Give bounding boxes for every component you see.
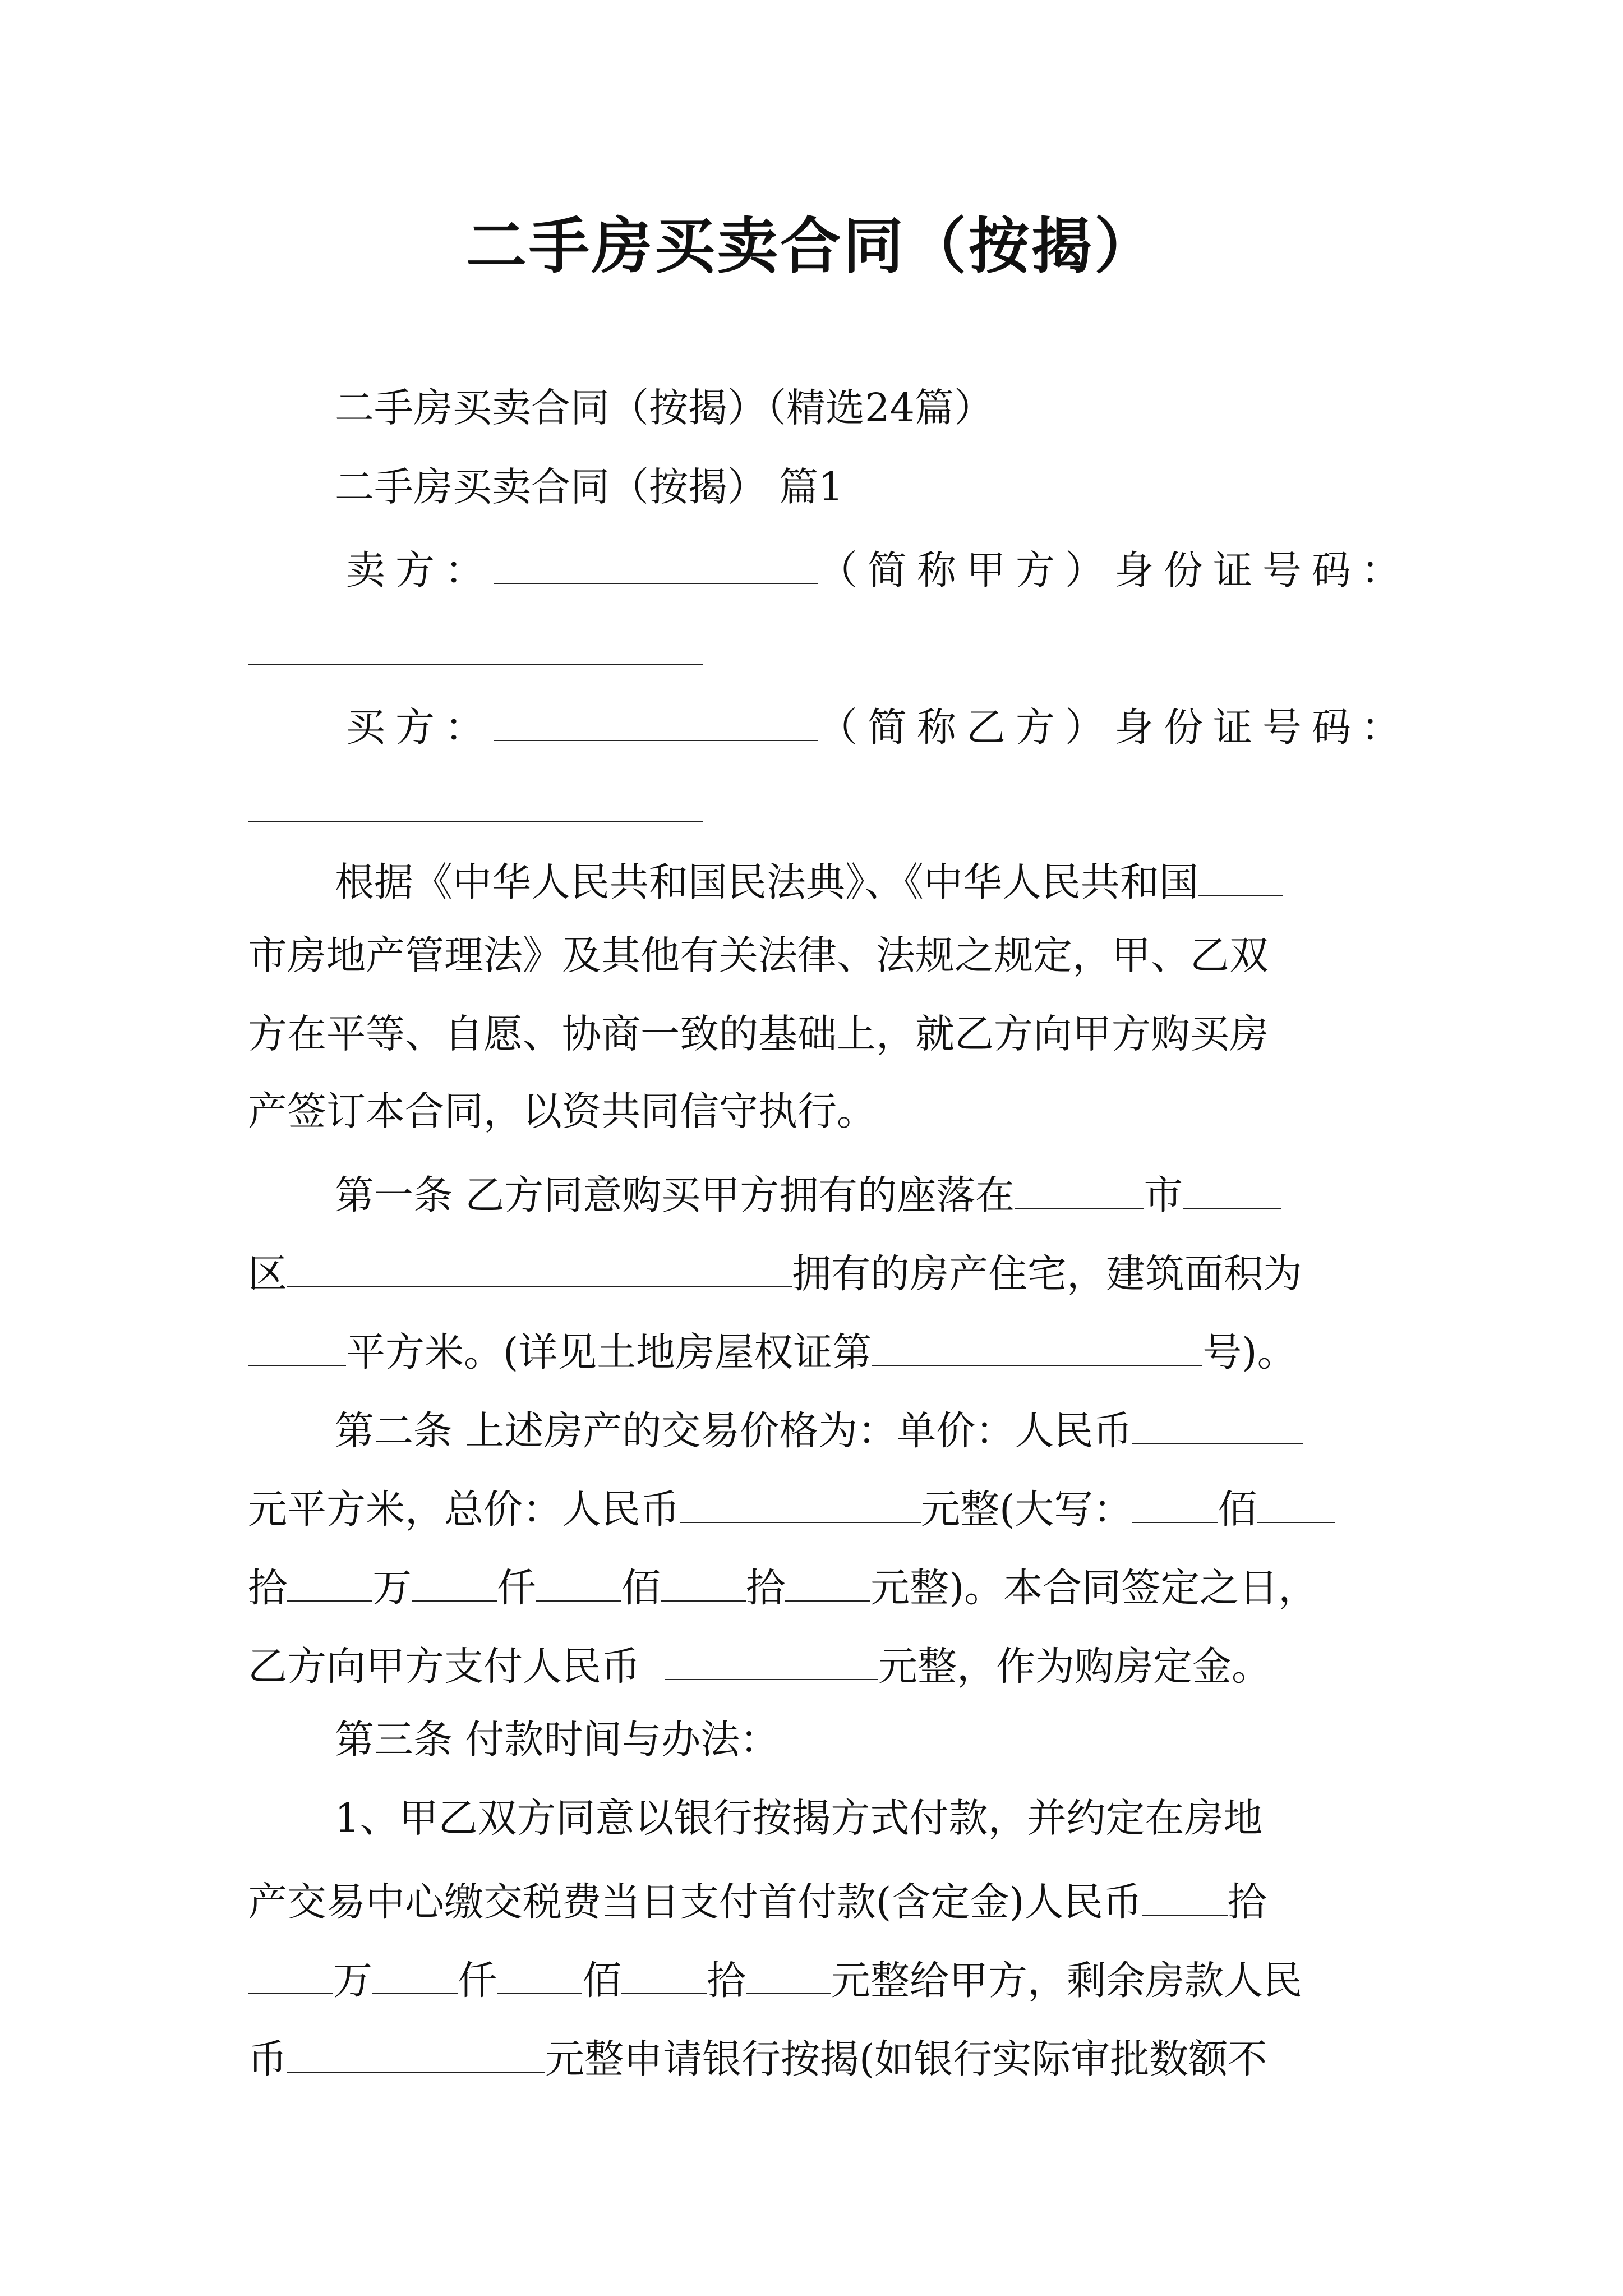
seller-label: 卖方： bbox=[346, 547, 494, 593]
art2-line-1 bbox=[335, 1406, 1303, 1454]
art3-loan-blank bbox=[287, 2034, 545, 2073]
art3-bai: 佰 bbox=[582, 1957, 621, 2004]
art3-text-2: 产交易中心缴交税费当日支付首付款(含定金)人民币 bbox=[248, 1879, 1142, 1925]
buyer-line bbox=[346, 702, 1410, 751]
art3-shiwan-blank bbox=[1142, 1877, 1228, 1916]
seller-line bbox=[346, 545, 1410, 593]
art2-shi2-blank bbox=[661, 1563, 746, 1602]
city-blank bbox=[1198, 857, 1283, 896]
art2-text-4b: 元整，作为购房定金。 bbox=[878, 1643, 1271, 1690]
art3-text-3: 元整给甲方，剩余房款人民 bbox=[831, 1957, 1302, 2004]
art3-shi-2: 拾 bbox=[707, 1957, 746, 2004]
buyer-name-blank bbox=[494, 702, 818, 741]
art2-bai-2: 佰 bbox=[621, 1565, 661, 1611]
art2-yuan-blank bbox=[785, 1563, 870, 1602]
art2-text-2a: 元平方米，总价：人民币 bbox=[248, 1486, 680, 1533]
art2-wan: 万 bbox=[372, 1565, 412, 1611]
art1-area-blank bbox=[248, 1327, 346, 1366]
preamble-text-1: 根据《中华人民共和国民法典》、《中华人民共和国 bbox=[335, 859, 1198, 905]
art2-qian-blank bbox=[412, 1563, 497, 1602]
art1-cert-blank bbox=[872, 1327, 1202, 1366]
art2-line-2 bbox=[248, 1484, 1335, 1533]
art2-shi-2: 拾 bbox=[746, 1565, 785, 1611]
art2-shi: 拾 bbox=[248, 1565, 287, 1611]
art2-line-3 bbox=[248, 1563, 1318, 1611]
art1-line-2 bbox=[248, 1249, 1302, 1297]
preamble-line-1 bbox=[335, 857, 1283, 905]
preamble-line-2: 市房地产管理法》及其他有关法律、法规之规定，甲、乙双 bbox=[248, 932, 1269, 978]
art3-shi-blank bbox=[621, 1955, 707, 1994]
seller-abbr: （简称甲方）身份证号码： bbox=[818, 547, 1410, 593]
art2-text-3: 元整)。本合同签定之日， bbox=[870, 1565, 1318, 1611]
document-title: 二手房买卖合同（按揭） bbox=[465, 211, 1157, 282]
art2-bai2-blank bbox=[536, 1563, 621, 1602]
art2-shi-blank bbox=[1257, 1484, 1335, 1523]
art1-line-3 bbox=[248, 1327, 1297, 1375]
art3-qian: 仟 bbox=[458, 1957, 497, 2004]
art2-bai: 佰 bbox=[1218, 1486, 1257, 1533]
art1-district-blank bbox=[1183, 1170, 1281, 1209]
buyer-id-blank bbox=[248, 821, 703, 822]
art3-shi: 拾 bbox=[1227, 1879, 1267, 1925]
art1-address-blank bbox=[287, 1249, 792, 1287]
preamble-line-3: 方在平等、自愿、协商一致的基础上，就乙方向甲方购买房 bbox=[248, 1011, 1269, 1057]
art2-bai-blank bbox=[1132, 1484, 1218, 1523]
art1-text-2: 拥有的房产住宅，建筑面积为 bbox=[792, 1250, 1302, 1297]
art1-hao: 号)。 bbox=[1202, 1329, 1297, 1375]
art2-text-2b: 元整(大写： bbox=[921, 1486, 1133, 1533]
art1-text-1: 第一条 乙方同意购买甲方拥有的座落在 bbox=[335, 1172, 1015, 1218]
art1-qu: 区 bbox=[248, 1250, 287, 1297]
buyer-label: 买方： bbox=[346, 704, 494, 751]
art3-line-4 bbox=[248, 2034, 1267, 2082]
art3-wan-blank bbox=[248, 1955, 333, 1994]
art3-qian-blank bbox=[372, 1955, 458, 1994]
art2-qian: 仟 bbox=[497, 1565, 536, 1611]
section-heading: 二手房买卖合同（按揭） 篇1 bbox=[335, 464, 843, 510]
art2-wan-blank bbox=[287, 1563, 372, 1602]
art2-text-4a: 乙方向甲方支付人民币 bbox=[248, 1643, 640, 1690]
art3-title: 第三条 付款时间与办法： bbox=[335, 1717, 780, 1763]
art3-wan: 万 bbox=[333, 1957, 372, 2004]
preamble-line-4: 产签订本合同，以资共同信守执行。 bbox=[248, 1088, 876, 1134]
subtitle: 二手房买卖合同（按揭）（精选24篇） bbox=[335, 385, 994, 431]
buyer-abbr: （简称乙方）身份证号码： bbox=[818, 704, 1410, 751]
art3-bai-blank bbox=[497, 1955, 582, 1994]
art2-unit-price-blank bbox=[1132, 1406, 1303, 1444]
art3-line-1: 1、甲乙双方同意以银行按揭方式付款，并约定在房地 bbox=[335, 1795, 1263, 1841]
art2-text-1: 第二条 上述房产的交易价格为：单价：人民币 bbox=[335, 1407, 1133, 1454]
art1-shi: 市 bbox=[1144, 1172, 1183, 1218]
seller-id-blank bbox=[248, 664, 703, 665]
art3-line-3 bbox=[248, 1955, 1302, 2004]
art3-line-2 bbox=[248, 1877, 1267, 1925]
art3-text-4: 元整申请银行按揭(如银行实际审批数额不 bbox=[545, 2036, 1267, 2082]
art1-city-blank bbox=[1015, 1170, 1144, 1209]
art3-bi: 币 bbox=[248, 2036, 287, 2082]
art1-line-1 bbox=[335, 1170, 1281, 1218]
seller-name-blank bbox=[494, 545, 818, 584]
art2-deposit-blank bbox=[665, 1641, 878, 1680]
art1-text-3: 平方米。(详见土地房屋权证第 bbox=[346, 1329, 872, 1375]
art2-total-blank bbox=[680, 1484, 921, 1523]
art2-line-4 bbox=[248, 1641, 1271, 1690]
art3-yuan-blank bbox=[746, 1955, 831, 1994]
